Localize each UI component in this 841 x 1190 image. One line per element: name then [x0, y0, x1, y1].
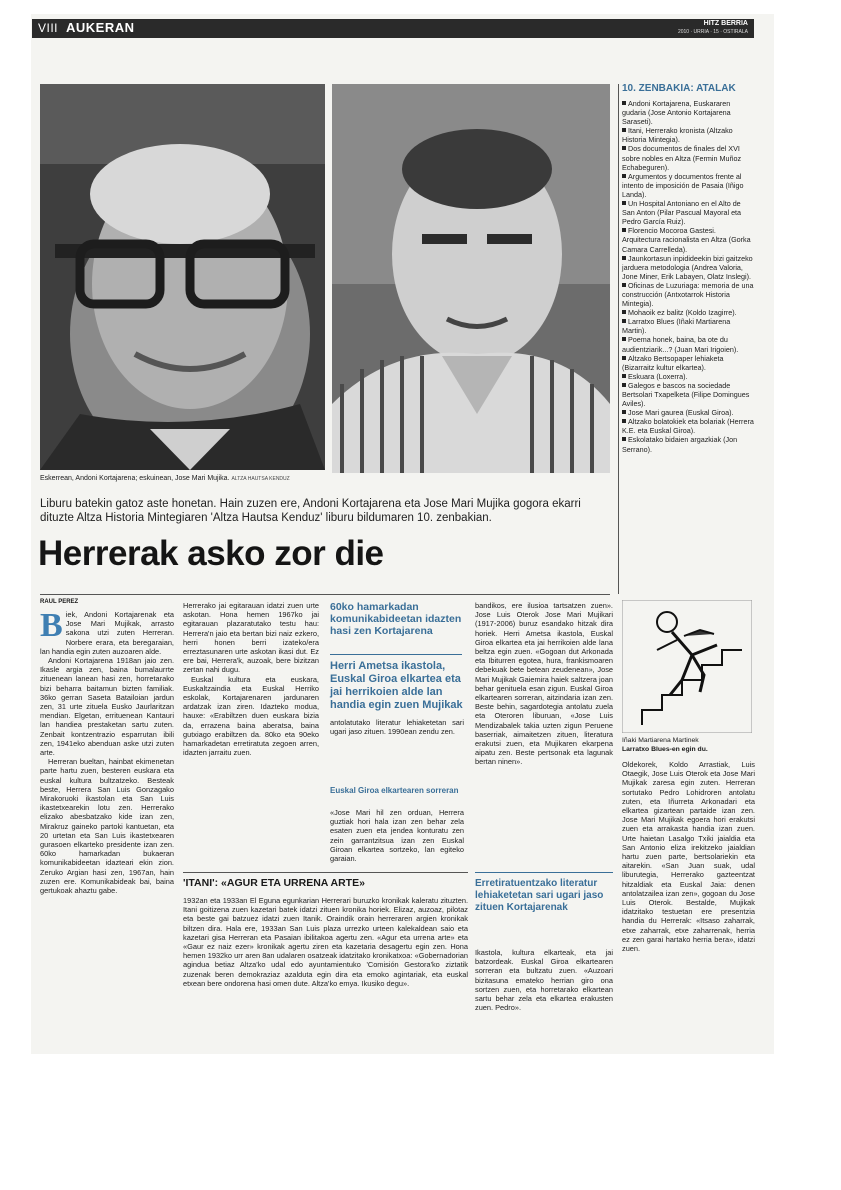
divider — [618, 84, 619, 594]
paragraph: Euskal kultura eta euskara, Euskaltzaindia eta Euskal Herriko eskolak, Kortajarenaren jardunaren ardatzak izan ziren. Idazteko modua, hauxe: «Erabiltzen duen euskara bizia da, errazena baina aberatsa, baina gutxiago erabiltzen da. 80ko eta 90eko hamarkadetan erretiratuta zegoen arren, idazten jarraitu zuen. — [183, 674, 319, 758]
paragraph: bandikos, ere ilusioa tartsatzen zuen». Jose Luis Oterok Jose Mari Mujikari (1917-2006) buruz esandako hitzak dira horiek. Herri Ametsa ikastola, Euskal Giroa elkartea eta jai herrikoien alde lana beltza egin zuen. «Gogoan dut Arkonada eta Ibiturren egotea, hura, frankismoaren debekuak bete betean zeudenean», Jose Mari Mujikak Gaiemira haiek saltzera joan behar genituela esan zigun. Euskal Giroa elkartearen sorreran, aitzindaria izan zen. Beste behin, sagardotegia antolatu zuela eta Oteroren liburuan, «Jose Luis Mendizabalek takia uzten zigun Peruene baserriak, aimaitetzen zituen, literatura erakutsi zuen, eta Mujikaren ekarpena aipatu zen. Beste pertsonak eta lagunak bertan ninen». — [475, 601, 613, 767]
box-text — [330, 718, 464, 768]
section-number: VIII — [38, 21, 59, 35]
sidebar-item-text: Poema honek, baina, ba ote du audientziarik...? (Juan Mari Irigoien). — [622, 335, 739, 354]
divider — [40, 594, 610, 595]
caption-text: Eskerrean, Andoni Kortajarena; eskuinean, Jose Mari Mujika. — [40, 475, 230, 482]
bullet-square-icon — [622, 383, 626, 387]
bullet-square-icon — [622, 146, 626, 150]
cartoon-author: Iñaki Martiarena Martinek — [622, 737, 699, 744]
sidebar-item-text: Altzako Bertsopaper lehiaketa (Bizarraitz kultur elkartea). — [622, 353, 724, 372]
bullet-square-icon — [622, 319, 626, 323]
byline: RAUL PEREZ — [40, 599, 79, 605]
sidebar-item — [622, 408, 755, 417]
sidebar-item — [622, 354, 755, 372]
bullet-square-icon — [622, 437, 626, 441]
bullet-square-icon — [622, 337, 626, 341]
photo-credit: ALTZA HAUTSA KENDUZ — [231, 476, 290, 482]
bullet-square-icon — [622, 101, 626, 105]
sidebar-item-text: Andoni Kortajarena, Euskararen gudaria (Jose Antonio Kortajarena Saraseti). — [622, 99, 731, 127]
sidebar-item — [622, 372, 755, 381]
sidebar-item — [622, 144, 755, 171]
bullet-square-icon — [622, 283, 626, 287]
box-subhead: Euskal Giroa elkartearen sorreran — [330, 786, 459, 795]
sidebar-item — [622, 435, 755, 453]
article-column-4 — [475, 601, 613, 865]
page-header-bar — [32, 19, 754, 38]
photo-jose-mari-mujika — [332, 84, 610, 473]
sidebar-item-text: Larratxo Blues (Iñaki Martiarena Martin). — [622, 317, 731, 336]
bullet-square-icon — [622, 374, 626, 378]
cartoon-caption — [622, 736, 755, 754]
paragraph: Herreran bueltan, hainbat ekimenetan parte hartu zuen, besteren euskara eta euskal kultura bultzatzeko. Besteak beste, Herrera San Luis Gonzagako Mirakoruoki ikastolan eta San Luis ikastetxearekin lotu zen. Herrerako elizako abesbatzako kide izan zen, Mirakruz gaineko partoki kantuetan, eta 20 urtetan eta San Luis ikastetxearen gurasoen elkarteko presidente izan zen. 60ko hamarkadan bukaeran komunikabideetan idazteari ekin zion. Zeruko Argian hasi zen, 1967an, hain zuzen ere. Komunikabideak bai, baina gertukoak ahaztu gabe. — [40, 757, 174, 896]
issue-date: 2010 · URRIA · 15 · OSTIRALA — [677, 29, 748, 35]
bullet-square-icon — [622, 356, 626, 360]
box-text-2 — [330, 808, 464, 868]
sidebar-item-text: Jose Mari gaurea (Euskal Giroa). — [628, 408, 734, 418]
photo-caption — [40, 474, 330, 484]
sidebar-item-text: Eskolatako bidaien argazkiak (Jon Serrano). — [622, 435, 738, 454]
sidebar-item — [622, 226, 755, 253]
intro-paragraph: Liburu batekin gatoz aste honetan. Hain zuzen ere, Andoni Kortajarena eta Jose Mari Mujika gogora ekarri dituzte Altza Historia Mintegiaren 'Altza Hautsa Kenduz' liburu bildumaren 10. zenbakian. — [40, 498, 581, 524]
sidebar-item-text: Itani, Herrerako kronista (Altzako Historia Mintegia). — [622, 126, 733, 145]
sidebar-item — [622, 99, 755, 126]
sidebar-item — [622, 199, 755, 226]
sidebar-item — [622, 172, 755, 199]
box2-text — [475, 948, 613, 1022]
sidebar-item — [622, 335, 755, 353]
sidebar-item-text: Galegos e bascos na sociedade Bertsolari Txapelketa (Filipe Domingues Aviles). — [622, 380, 750, 409]
sidebar-title: 10. ZENBAKIA: ATALAK — [622, 83, 736, 94]
paragraph: Herrerako jai egitarauan idatzi zuen urte askotan. Hona hemen 1967ko jai egitarauan plazaratutako testu hau: Herrera'n jaio eta bertan bizi naiz ezkero, herri honen berri izateko/era erreztasunaren urte askotan ikasi dut. Ez ere bai, Herrera'k, auzoak, bere bizitzan zertan nahi dugu. — [183, 601, 319, 675]
photo-andoni-kortajarena — [40, 84, 325, 470]
bullet-square-icon — [622, 201, 626, 205]
bullet-square-icon — [622, 228, 626, 232]
cartoon-illustration — [622, 600, 752, 733]
drop-cap: B — [40, 610, 63, 644]
article-column-2 — [183, 601, 319, 869]
sidebar-item-text: Un Hospital Antoniano en el Alto de San Anton (Pilar Pascual Mayoral eta Pedro García Ruiz). — [622, 199, 742, 227]
sidebar-item-text: Mohaoik ez balitz (Koldo Izagirre). — [628, 308, 737, 318]
paragraph: Ikastola, kultura elkarteak, eta jai batzordeak. Euskal Giroa elkartearen sorreran eta bultzatu zuen. «Auzoari bizitasuna emateko herrian giro ona sortzen zuen, eta horretarako elkartean sartu behar zela eta elkartea erakusten zuen. Pedro». — [475, 948, 613, 1013]
bullet-square-icon — [622, 410, 626, 414]
sidebar-item — [622, 254, 755, 281]
paragraph: Andoni Kortajarena 1918an jaio zen. Ikasle argia zen, baina bumalaurrte zituenean lanean hasi zen, horretarako bizi beharra baitamun bizten familiak. 36ko gerran Saseta Batailoian jardun zen, 31 urte zituela Eusko Jaurlaritzan mendian. Elgetan, errituenean Kantauri lan handiea prestaketan sartu zuten. Zenbait kontzentrazio esparrutan ibili zen, 1941eko abenduan aske utzi zuten arte. — [40, 656, 174, 758]
sidebar-item-text: Oficinas de Luzuriaga: memoria de una construcción (Antxotarrok Historia Mintegia). — [622, 280, 754, 309]
divider — [183, 872, 468, 873]
bullet-square-icon — [622, 310, 626, 314]
divider — [330, 654, 462, 655]
sidebar-item — [622, 126, 755, 144]
sidebar-contents — [622, 99, 755, 454]
box-title: 60ko hamarkadan komunikabideetan idazten hasi zen Kortajarena — [330, 601, 462, 637]
bullet-square-icon — [622, 256, 626, 260]
sidebar-item — [622, 317, 755, 335]
bullet-square-icon — [622, 128, 626, 132]
sidebar-item-text: Jaunkortasun inpidideekin bizi gaitzeko jarduera metodologia (Andrea Valoria, Jone Miner, Erik Labayen, Olatz Inslegi). — [622, 253, 753, 281]
paragraph: «Jose Mari hil zen orduan, Herrera guztiak hori hala izan zen behar zela esaten zuen eta jendea konturatu zen zein garrantzitsua izan zen Euskal Giroan elkartea sortzeko, lan egiteko garaian. — [330, 808, 464, 864]
sidebar-item-text: Eskuara (Loxerra). — [628, 371, 688, 381]
sidebar-item-text: Dos documentos de finales del XVI sobre nobles en Altza (Fermin Muñoz Echabeguren). — [622, 144, 742, 172]
bullet-square-icon — [622, 419, 626, 423]
section-name: AUKERAN — [66, 20, 135, 35]
cartoon-title: Larratxo Blues-en egin du. — [622, 746, 708, 753]
sidebar-item-text: Altzako bolatokiek eta bolariak (Herrera K.E. eta Euskal Giroa). — [622, 417, 754, 436]
sidebar-item — [622, 281, 755, 308]
divider — [475, 872, 613, 873]
pull-quote: Herri Ametsa ikastola, Euskal Giroa elkartea eta jai herrikoien alde lan handia egin zuen Mujikak — [330, 660, 463, 711]
sidebar-item-text: Florencio Mocoroa Gastesi. Arquitectura racionalista en Altza (Gorka Camara Carrelleda). — [622, 226, 751, 254]
paragraph: iek, Andoni Kortajarenak eta Jose Mari Mujikak, arrasto sakona utzi zuten Herreran. Norbere erara, eta beregaraian, lan handia egin zuten auzoaren alde. — [40, 610, 174, 656]
itani-title: 'ITANI': «AGUR ETA URRENA ARTE» — [183, 877, 365, 889]
paragraph: antolatutako literatur lehiaketetan sari ugari jaso zituen. 1990ean zendu zen. — [330, 718, 464, 737]
article-column-5 — [622, 760, 755, 1022]
paragraph: Oldekorek, Koldo Arrastiak, Luis Otaegik, Jose Luis Oterok eta Jose Mari Mujikak zaresa egin zuten. Herreran sortutako Pedro Lohidroren antolatu zuten, eta Iñurreta Arkonadari eta elkartea gizartean partaide izan zen. Jose Mari Mujikak egoera hori erakutsi zuen eta arrakasta handia izan zuen. Urte haietan Lasalgo Txiki jaialdia eta San Antonio eliza irekitzeko jaialdian hartu zuen parte, bertsolariekin eta aitarekin. «San Juan suak, udal liburutegia, Herrerako gazteentzat hitzaldiak eta Euskal Jaia: denen antolatzailea izan zen», gogoan du Jose Luis Oterok. Bestalde, Mujikak idatzitako testuetan ere presentzia handia du Herrerak: «Itsaso zaharrak, etxe zaharrak, etxe zaharrenak, herria ez zen garai hartako herria bera», idatzi zuen. — [622, 760, 755, 954]
itani-text — [183, 896, 468, 1022]
sidebar-item-text: Argumentos y documentos frente al intento de imposición de Pasaia (Iñigo Landa). — [622, 171, 744, 199]
sidebar-item — [622, 417, 755, 435]
sidebar-item — [622, 308, 755, 317]
box2-title: Erretiratuentzako literatur lehiaketetan sari ugari jaso zituen Kortajarenak — [475, 878, 604, 913]
article-column-1 — [40, 610, 174, 1022]
newspaper-name: HITZ BERRIA — [703, 20, 748, 27]
sidebar-item — [622, 381, 755, 408]
paragraph: 1932an eta 1933an El Eguna egunkarian Herrerari buruzko kronikak kaleratu zituzten. Itani goitizena zuen kazetari batek idatzi zituen kronika horiek. Elizaz, auzoaz, pilotaz eta beste gai batzuez idatzi zuen Itanik. Oraindik orain herreraren argien kronikak biltzen dira. Hala ere, 1933an San Luis plaza urrezko urteen kalekaldean saio eta kazetari gisa Herreran eta Pasaian ibilitakoa agertu zen. «Agur eta urrena arte» eta «Gaur ez naiz ezer» kronikak agertu ziren eta kazetaria desagertu egin zen. Hona hemen 1932ko urr aren 8an udalaren osatzeak idatzitako kronikatxoa: «Gobernadorian agindua betiaz Altza'ko udal edo ayuntamientuko 'Comisión Gestora'ko ziztatik zuzenak beren demokraziaz azalduta egin dira eta emoko agintariak, eta euskal etxean bere ondorena hasi omen dute. Altza'ko emya. Ikusiko degu». — [183, 896, 468, 988]
bullet-square-icon — [622, 174, 626, 178]
headline: Herrerak asko zor die — [38, 534, 384, 573]
